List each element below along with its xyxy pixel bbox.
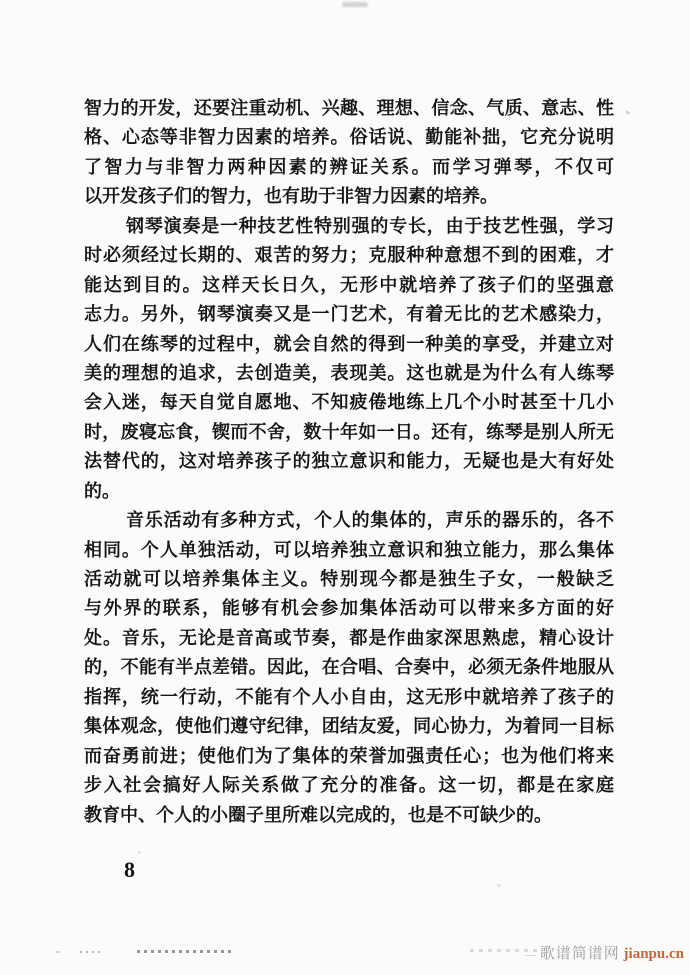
text-line: 格、心态等非智力因素的培养。俗话说、勤能补拙，它充分说明 [84,127,614,148]
text-line: 指挥，统一行动，不能有个人小自由，这无形中就培养了孩子的 [84,686,614,707]
text-line: 与外界的联系，能够有机会参加集体活动可以带来多方面的好 [84,598,614,619]
text-line-paragraph-end: 以开发孩子们的智力，也有助于非智力因素的培养。 [84,186,498,207]
watermark-site-name: 歌谱简谱网 [539,946,620,962]
text-line: 集体观念，使他们遵守纪律，团结友爱，同心协力，为着同一目标 [84,716,614,737]
scan-artifact [138,851,141,854]
scan-artifact [625,110,631,115]
text-line: 人们在练琴的过程中，就会自然的得到一种美的享受，并建立对 [84,333,614,354]
text-line: 相同。个人单独活动，可以培养独立意识和独立能力，那么集体 [84,539,614,560]
text-line: 而奋勇前进；使他们为了集体的荣誉加强责任心；也为他们将来 [84,745,614,766]
text-line: 会入迷，每天自觉自愿地、不知疲倦地练上几个小时甚至十几小 [84,392,614,413]
text-line-paragraph-end: 教育中、个人的小圈子里所难以完成的，也是不可缺少的。 [84,804,552,825]
scan-artifact [56,951,60,953]
text-line: 时，废寝忘食，锲而不舍，数十年如一日。还有，练琴是别人所无 [84,421,614,442]
scan-artifact [609,577,612,580]
scan-artifact [342,2,368,7]
scan-artifact [470,949,540,952]
scan-artifact [137,950,232,953]
scan-artifact [80,951,102,953]
text-line-paragraph-start: 音乐活动有多种方式，个人的集体的，声乐的器乐的，各不 [126,510,614,531]
text-line: 时必须经过长期的、艰苦的努力；克服种种意想不到的困难，才 [84,245,614,266]
watermark [525,942,684,963]
text-line: 步入社会搞好人际关系做了充分的准备。这一切，都是在家庭 [84,775,614,796]
text-line-paragraph-start: 钢琴演奏是一种技艺性特别强的专长，由于技艺性强，学习 [126,215,614,236]
text-line-paragraph-end: 的。 [84,480,120,501]
watermark-domain: jianpu.cn [623,946,684,962]
text-line: 活动就可以培养集体主义。特别现今都是独生子女，一般缺乏 [84,569,614,589]
text-line: 处。音乐，无论是音高或节奏，都是作曲家深思熟虑，精心设计 [84,627,614,648]
body-text [84,94,614,830]
text-line: 的，不能有半点差错。因此，在合唱、合奏中，必须无条件地服从 [84,657,614,678]
text-line: 能达到目的。这样天长日久，无形中就培养了孩子们的坚强意 [84,274,614,295]
scan-artifact [497,883,502,888]
text-line: 智力的开发，还要注重动机、兴趣、理想、信念、气质、意志、性 [84,98,614,118]
text-line: 法替代的，这对培养孩子的独立意识和能力，无疑也是大有好处 [84,451,614,472]
text-line: 美的理想的追求，去创造美，表现美。这也就是为什么有人练琴 [84,362,614,383]
text-line: 志力。另外，钢琴演奏又是一门艺术，有着无比的艺术感染力， [84,304,614,325]
text-line: 了智力与非智力两种因素的辨证关系。而学习弹琴，不仅可 [84,156,614,177]
page-number: 8 [124,857,135,882]
watermark-dash: — [525,949,537,961]
